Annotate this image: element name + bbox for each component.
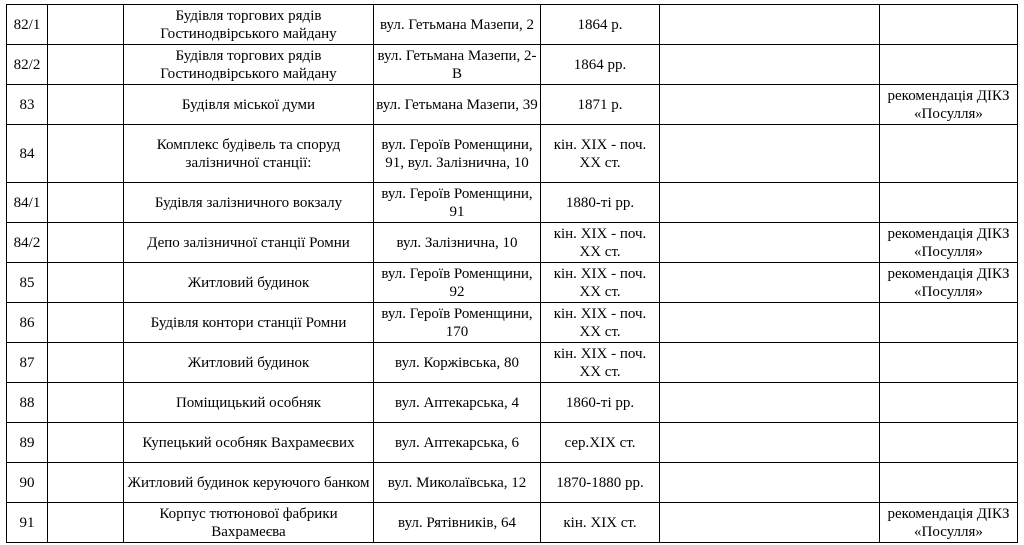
object-note: [880, 45, 1018, 85]
object-address: вул. Гетьмана Мазепи, 2-В: [374, 45, 541, 85]
blank-cell: [48, 183, 124, 223]
table-row: [7, 503, 1018, 543]
extra-cell: [660, 45, 880, 85]
object-address: вул. Залізнична, 10: [374, 223, 541, 263]
extra-cell: [660, 303, 880, 343]
object-name: Будівля міської думи: [124, 85, 374, 125]
object-note: рекомендація ДІКЗ «Посулля»: [880, 85, 1018, 125]
object-name: Депо залізничної станції Ромни: [124, 223, 374, 263]
row-number: 82/1: [7, 5, 48, 45]
row-number: 87: [7, 343, 48, 383]
object-name: Будівля контори станції Ромни: [124, 303, 374, 343]
blank-cell: [48, 125, 124, 183]
blank-cell: [48, 463, 124, 503]
extra-cell: [660, 463, 880, 503]
object-date: кін. XIX - поч. XX ст.: [541, 343, 660, 383]
row-number: 91: [7, 503, 48, 543]
object-address: вул. Героїв Роменщини, 92: [374, 263, 541, 303]
extra-cell: [660, 223, 880, 263]
object-note: [880, 5, 1018, 45]
blank-cell: [48, 423, 124, 463]
object-note: [880, 183, 1018, 223]
table-row: [7, 45, 1018, 85]
row-number: 84/2: [7, 223, 48, 263]
row-number: 82/2: [7, 45, 48, 85]
object-name: Житловий будинок: [124, 263, 374, 303]
blank-cell: [48, 303, 124, 343]
object-note: [880, 303, 1018, 343]
object-address: вул. Героїв Роменщини, 91: [374, 183, 541, 223]
object-note: [880, 383, 1018, 423]
table-row: [7, 423, 1018, 463]
extra-cell: [660, 263, 880, 303]
blank-cell: [48, 503, 124, 543]
object-name: Купецький особняк Вахрамеєвих: [124, 423, 374, 463]
table-row: [7, 5, 1018, 45]
object-name: Корпус тютюнової фабрики Вахрамеєва: [124, 503, 374, 543]
row-number: 89: [7, 423, 48, 463]
extra-cell: [660, 503, 880, 543]
table-row: [7, 125, 1018, 183]
object-date: кін. XIX - поч. XX ст.: [541, 223, 660, 263]
object-address: вул. Коржівська, 80: [374, 343, 541, 383]
object-name: Комплекс будівель та споруд залізничної станції:: [124, 125, 374, 183]
object-date: 1864 р.: [541, 5, 660, 45]
object-date: 1864 рр.: [541, 45, 660, 85]
object-address: вул. Гетьмана Мазепи, 2: [374, 5, 541, 45]
table-row: [7, 303, 1018, 343]
object-address: вул. Миколаївська, 12: [374, 463, 541, 503]
row-number: 84: [7, 125, 48, 183]
object-date: 1880-ті рр.: [541, 183, 660, 223]
extra-cell: [660, 125, 880, 183]
blank-cell: [48, 383, 124, 423]
object-name: Житловий будинок керуючого банком: [124, 463, 374, 503]
row-number: 88: [7, 383, 48, 423]
object-date: сер.XIX ст.: [541, 423, 660, 463]
extra-cell: [660, 5, 880, 45]
object-date: 1871 р.: [541, 85, 660, 125]
monuments-table: [6, 4, 1018, 543]
object-date: 1860-ті рр.: [541, 383, 660, 423]
object-address: вул. Гетьмана Мазепи, 39: [374, 85, 541, 125]
blank-cell: [48, 223, 124, 263]
object-date: кін. XIX - поч. XX ст.: [541, 125, 660, 183]
row-number: 85: [7, 263, 48, 303]
object-address: вул. Аптекарська, 6: [374, 423, 541, 463]
table-row: [7, 263, 1018, 303]
table-row: [7, 183, 1018, 223]
blank-cell: [48, 5, 124, 45]
object-date: 1870-1880 рр.: [541, 463, 660, 503]
object-note: [880, 423, 1018, 463]
object-date: кін. XIX ст.: [541, 503, 660, 543]
row-number: 84/1: [7, 183, 48, 223]
object-address: вул. Аптекарська, 4: [374, 383, 541, 423]
object-note: рекомендація ДІКЗ «Посулля»: [880, 263, 1018, 303]
object-note: рекомендація ДІКЗ «Посулля»: [880, 223, 1018, 263]
object-address: вул. Рятівників, 64: [374, 503, 541, 543]
table-row: [7, 85, 1018, 125]
extra-cell: [660, 343, 880, 383]
blank-cell: [48, 263, 124, 303]
blank-cell: [48, 343, 124, 383]
row-number: 86: [7, 303, 48, 343]
table-row: [7, 223, 1018, 263]
object-date: кін. XIX - поч. XX ст.: [541, 303, 660, 343]
object-name: Житловий будинок: [124, 343, 374, 383]
row-number: 90: [7, 463, 48, 503]
extra-cell: [660, 423, 880, 463]
object-note: [880, 463, 1018, 503]
object-address: вул. Героїв Роменщини, 91, вул. Залізнична, 10: [374, 125, 541, 183]
object-note: [880, 343, 1018, 383]
object-name: Будівля торгових рядів Гостинодвірського майдану: [124, 5, 374, 45]
blank-cell: [48, 45, 124, 85]
row-number: 83: [7, 85, 48, 125]
object-address: вул. Героїв Роменщини, 170: [374, 303, 541, 343]
extra-cell: [660, 383, 880, 423]
extra-cell: [660, 85, 880, 125]
object-name: Будівля залізничного вокзалу: [124, 183, 374, 223]
object-date: кін. XIX - поч. XX ст.: [541, 263, 660, 303]
table-row: [7, 463, 1018, 503]
extra-cell: [660, 183, 880, 223]
table-row: [7, 383, 1018, 423]
blank-cell: [48, 85, 124, 125]
object-name: Будівля торгових рядів Гостинодвірського майдану: [124, 45, 374, 85]
object-note: рекомендація ДІКЗ «Посулля»: [880, 503, 1018, 543]
table-row: [7, 343, 1018, 383]
object-name: Поміщицький особняк: [124, 383, 374, 423]
object-note: [880, 125, 1018, 183]
